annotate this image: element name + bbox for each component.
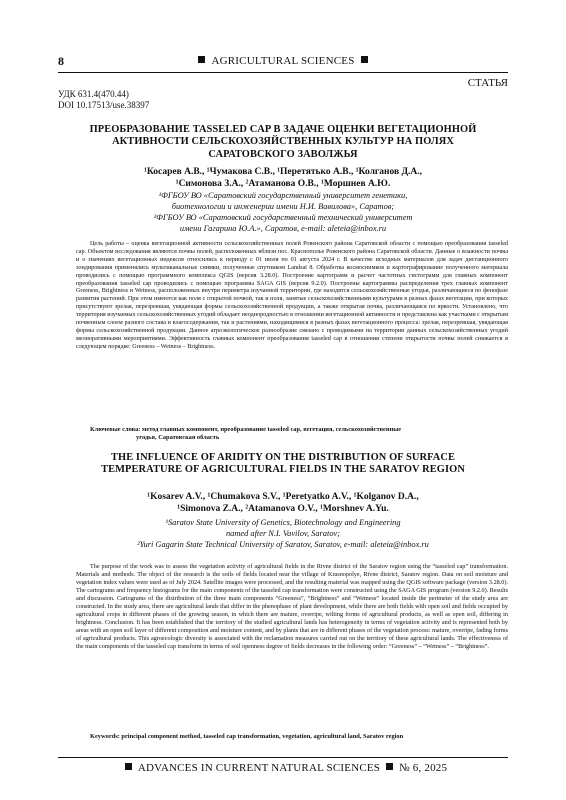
affiliations-english [76,517,490,550]
footer-divider [58,757,508,758]
abstract-russian: Цель работы – оценка вегетационной активности сельскохозяйственных полей Ровенского района Саратовской области с помощью преобразования tasseled cap. Объектом исследования являются почвы полей, расположенных вблизи пос. Краснополье Ровенского района Саратовской области. Данные о влажности почвы и о значениях вегетационных индексов относились к периоду с 01 июля по 01 августа 2024 г. В качестве исходных материалов для задач дистанционного зондирования применялись мультиканальные снимки, полученные спутником Landsat 8. Обработка космоснимков и картографирование полученного материала проводились с помощью программного комплекса QGIS (версия 3.28.0). Построение картограмм и расчет частотных гистограмм для главных компонент преобразования tasseled cap проводились с помощью программы SAGA GIS (версия 9.2.0). Построены картограммы распределения трех главных компонент Greeness, Brightness и Wetness, расположенных внутри периметра изучаемой территории, где находятся сельскохозяйственные угодья, различающиеся по фенофазе развития растений. При этом имеются как поля с открытой почвой, так и поля, занятые сельскохозяйственными культурами в разных фазах вегетации, при которых присутствуют зрелая, перезревшая, увядающая формы сельскохозяйственной продукции, а также открытая почва, различающаяся по яркости. Установлено, что территория изучаемых сельскохозяйственных угодий обладает неоднородностью в отношении вегетационной активности и представлена как участками с открытым почвенным слоем разного состава и влагосодержания, так и растениями, находящимися в разных фазах вегетационного процесса: зрелая, перезревшая, увядающая формы сельскохозяйственной продукции. Данное агроэкологическое разнообразие связано с проводимыми на территории данных сельскохозяйственных угодий мелиоративными мероприятиями. Эффективность главных компонент преобразования tasseled cap в отношении степени открытости почвы полей снижается в следующем порядке: Greeness – Wetness – Brightness. [76,241,508,350]
authors-line: ¹Kosarev A.V., ¹Chumakova S.V., ¹Peretyatko A.V., ¹Kolganov D.A., [147,492,419,502]
square-bullet-icon [198,56,205,63]
article-type: СТАТЬЯ [467,77,508,89]
authors-line: ¹Косарев А.В., ¹Чумакова С.В., ¹Перетятько А.В., ¹Колганов Д.А., [143,167,422,177]
header-journal [58,55,508,67]
authors-english [70,491,496,515]
affiliations-russian [76,190,490,234]
udk-code: УДК 631.4(470.44) [58,89,129,99]
square-bullet-icon [361,56,368,63]
affiliation-line: имени Гагарина Ю.А.», Саратов, e-mail: aleteia@inbox.ru [179,224,387,233]
title-russian: ПРЕОБРАЗОВАНИЕ TASSELED CAP В ЗАДАЧЕ ОЦЕНКИ ВЕГЕТАЦИОННОЙ АКТИВНОСТИ СЕЛЬСКОХОЗЯЙСТВЕННЫХ КУЛЬТУР НА ПОЛЯХ САРАТОВСКОГО ЗАВОЛЖЬЯ [89,124,477,160]
footer-issue: № 6, 2025 [399,762,448,774]
keywords-english: Keywords: principal component method, tasseled cap transformation, vegetation, agricultural land, Saratov region [90,733,404,740]
affiliation-line: named after N.I. Vavilov, Saratov; [225,529,341,538]
square-bullet-icon [125,763,132,770]
page-number: 8 [58,54,64,68]
page-footer [58,762,508,774]
page-header [58,54,508,70]
abstract-english: The purpose of the work was to assess the vegetation activity of agricultural fields in the Rivne district of the Saratov region using the “tasseled cap” transformation. Materials and methods. The object of the research is the soils of fields located near the village of Krasnopolye, Rivne district, Saratov region. Data on soil moisture and vegetation index values were used as of July 2024. Satellite images were processed, and the resulting material was mapped using the QGIS software package (version 3.28.0). The cartograms and frequency histograms for the main components of the tasseled cap transformation were constructed using the SAGA GIS program (version 9.2.0). Results and discussion. Cartograms of the distribution of the three main components “Greeness”, “Brightness” and “Wetness” located inside the perimeter of the study area are constructed. In the study area, there are agricultural lands that differ in the phenophase of plant development, while there are both fields with open soil and fields occupied by agricultural crops in different phases of the growing season, in which there are mature, overripe, wilting forms of agricultural products, as well as open soil, differing in brightness. Conclusion. It has been established that the territory of the studied agricultural lands has heterogeneity in terms of vegetation activity and is represented both by areas with an open soil layer of different composition and moisture content, and by plants that are in different phases of the vegetation process: mature, overripe, fading forms of agricultural products. This agroecologic diversity is associated with the reclamation measures carried out on the territory of these agricultural lands. The effectiveness of the main components of the tasseled cap transform in terms of soil openness degree of fields decreases in the following order: “Greeness” – “Wetness” – “Brightness”. [76,563,508,651]
keywords-line: Ключевые слова: метод главных компонент, преобразование tasseled cap, вегетация, сельскохозяйственные [90,426,402,433]
header-journal-title: AGRICULTURAL SCIENCES [211,55,355,67]
affiliation-line: ²Yuri Gagarin State Technical University of Saratov, Saratov, e-mail: aleteia@inbox.ru [137,540,429,549]
authors-line: ¹Симонова З.А., ²Атаманова О.В., ¹Моршнев А.Ю. [175,179,391,189]
doi-code: DOI 10.17513/use.38397 [58,100,150,110]
header-divider [58,72,508,73]
keywords-russian [90,426,496,442]
title-english: THE INFLUENCE OF ARIDITY ON THE DISTRIBUTION OF SURFACE TEMPERATURE OF AGRICULTURAL FIELDS IN THE SARATOV REGION [101,452,465,476]
affiliation-line: биотехнологии и инженерии имени Н.И. Вавилова», Саратов; [171,202,395,211]
article-identifiers [58,89,149,111]
keywords-line: угодья, Саратовская область [136,434,220,441]
affiliation-line: ¹Saratov State University of Genetics, Biotechnology and Engineering [165,518,401,527]
authors-line: ¹Simonova Z.A., ²Atamanova O.V., ¹Morshnev A.Yu. [177,504,389,514]
affiliation-line: ²ФГБОУ ВО «Саратовский государственный технический университет [153,213,413,222]
authors-russian [70,166,496,190]
affiliation-line: ¹ФГБОУ ВО «Саратовский государственный университет генетики, [158,191,408,200]
footer-journal-title: ADVANCES IN CURRENT NATURAL SCIENCES [137,762,381,774]
square-bullet-icon [386,763,393,770]
